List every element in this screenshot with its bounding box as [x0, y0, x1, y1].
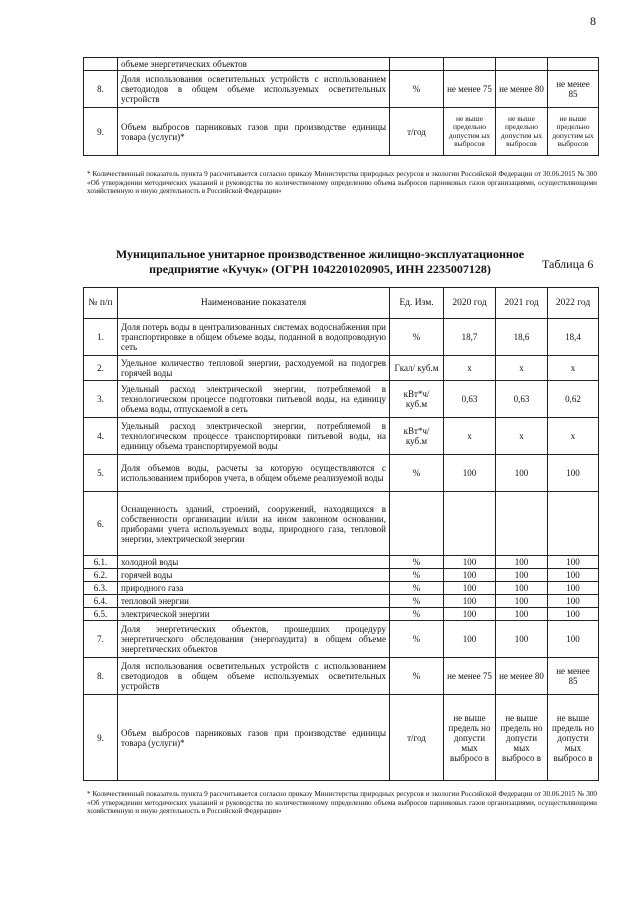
value-2022: 0,62: [548, 381, 599, 418]
indicator-name: Доля использования осветительных устройств с использованием светодиодов в общем объеме используемых осветительных устройств: [118, 71, 390, 108]
value-2022: 100: [548, 608, 599, 621]
value-2022: 18,4: [548, 319, 599, 356]
indicator-name: Доля потерь воды в централизованных системах водоснабжения при транспортировке в общем объеме воды, поданной в водопроводную сеть: [118, 319, 390, 356]
indicator-name: горячей воды: [118, 569, 390, 582]
indicator-name: тепловой энергии: [118, 595, 390, 608]
value-2021: не менее 80: [496, 658, 548, 695]
indicator-name: Доля использования осветительных устройств с использованием светодиодов в общем объеме используемых осветительных устройств: [118, 658, 390, 695]
row-number: 8.: [84, 71, 118, 108]
unit-cell: Гкал/ куб.м: [390, 356, 444, 381]
row-number: 1.: [84, 319, 118, 356]
table-row: [84, 658, 599, 695]
header-unit: Ед. Изм.: [390, 288, 444, 319]
indicator-name: Доля объемов воды, расчеты за которую осуществляются с использованием приборов учета, в общем объеме реализуемой воды: [118, 455, 390, 492]
table-row: [84, 381, 599, 418]
indicator-name: Удельный расход электрической энергии, потребляемой в технологическом процессе транспортировки питьевой воды, на единицу объема транспортируемой воды: [118, 418, 390, 455]
indicator-name: холодной воды: [118, 556, 390, 569]
table-row: [84, 582, 599, 595]
unit-cell: %: [390, 556, 444, 569]
table-row: [84, 492, 599, 556]
unit-cell: %: [390, 71, 444, 108]
footnote: * Количественный показатель пункта 9 рассчитывается согласно приказу Министерства природных ресурсов и экологии Российской Федерации от 30.06.2015 № 300 «Об утверждении методических указаний и руководства по количественному определению объема выбросов парниковых газов организациями, осуществляющими хозяйственную и иную деятельность в Российской Федерации»: [87, 790, 597, 815]
row-number: 3.: [84, 381, 118, 418]
unit-cell: [390, 58, 444, 71]
value-2021: 100: [496, 595, 548, 608]
value-2022: [548, 58, 599, 71]
row-number: 9.: [84, 695, 118, 781]
indicators-table: [83, 287, 599, 781]
table-row: [84, 418, 599, 455]
row-number: 4.: [84, 418, 118, 455]
row-number: 6.: [84, 492, 118, 556]
value-2020: х: [444, 356, 496, 381]
row-number: 6.5.: [84, 608, 118, 621]
row-number: 6.4.: [84, 595, 118, 608]
value-2022: 100: [548, 595, 599, 608]
row-number: 2.: [84, 356, 118, 381]
unit-cell: т/год: [390, 695, 444, 781]
value-2021: 100: [496, 569, 548, 582]
value-2020: 18,7: [444, 319, 496, 356]
value-2021: 0,63: [496, 381, 548, 418]
value-2022: 100: [548, 569, 599, 582]
row-number: 6.3.: [84, 582, 118, 595]
table-row: [84, 569, 599, 582]
row-number: 5.: [84, 455, 118, 492]
value-2021: 100: [496, 556, 548, 569]
table-row: [84, 319, 599, 356]
value-2020: 100: [444, 455, 496, 492]
continued-indicators-table: [83, 57, 599, 156]
value-2022: не выше предельно допустим ых выбросов: [548, 108, 599, 156]
indicator-name: Объем выбросов парниковых газов при производстве единицы товара (услуги)*: [118, 695, 390, 781]
value-2022: 100: [548, 582, 599, 595]
table-row: [84, 356, 599, 381]
value-2022: х: [548, 418, 599, 455]
value-2021: 100: [496, 582, 548, 595]
unit-cell: т/год: [390, 108, 444, 156]
header-2021: 2021 год: [496, 288, 548, 319]
value-2021: х: [496, 418, 548, 455]
value-2021: [496, 492, 548, 556]
value-2021: не выше предельно допустим ых выбросов: [496, 108, 548, 156]
value-2020: 100: [444, 608, 496, 621]
unit-cell: %: [390, 608, 444, 621]
indicator-name: Удельный расход электрической энергии, потребляемой в технологическом процессе подготовки питьевой воды, на единицу объема воды, отпускаемой в сеть: [118, 381, 390, 418]
value-2022: не менее 85: [548, 71, 599, 108]
indicator-name: объеме энергетических объектов: [118, 58, 390, 71]
value-2021: 100: [496, 608, 548, 621]
table-row: [84, 455, 599, 492]
table-row: [84, 608, 599, 621]
value-2020: не менее 75: [444, 658, 496, 695]
table-row: [84, 108, 599, 156]
value-2020: 100: [444, 595, 496, 608]
indicator-name: Удельное количество тепловой энергии, расходуемой на подогрев горячей воды: [118, 356, 390, 381]
table-row: [84, 621, 599, 658]
table-row: [84, 71, 599, 108]
unit-cell: %: [390, 319, 444, 356]
unit-cell: кВт*ч/ куб.м: [390, 381, 444, 418]
header-2022: 2022 год: [548, 288, 599, 319]
value-2022: не менее 85: [548, 658, 599, 695]
row-number: 8.: [84, 658, 118, 695]
unit-cell: %: [390, 569, 444, 582]
indicator-name: Оснащенность зданий, строений, сооружений, находящихся в собственности организации и/или на ином законном основании, приборами учета используемых воды, природного газа, тепловой энергии, электрической энергии: [118, 492, 390, 556]
value-2021: х: [496, 356, 548, 381]
indicator-name: Доля энергетических объектов, прошедших процедуру энергетического обследования (энергоаудита) в общем объеме энергетических объектов: [118, 621, 390, 658]
row-number: 6.2.: [84, 569, 118, 582]
value-2021: 100: [496, 621, 548, 658]
value-2021: не выше предель но допусти мых выбросо в: [496, 695, 548, 781]
value-2022: не выше предель но допусти мых выбросо в: [548, 695, 599, 781]
indicator-name: Объем выбросов парниковых газов при производстве единицы товара (услуги)*: [118, 108, 390, 156]
value-2020: 100: [444, 556, 496, 569]
footnote: * Количественный показатель пункта 9 рассчитывается согласно приказу Министерства природных ресурсов и экологии Российской Федерации от 30.06.2015 № 300 «Об утверждении методических указаний и руководства по количественному определению объема выбросов парниковых газов организациями, осуществляющими хозяйственную и иную деятельность в Российской Федерации»: [87, 170, 597, 195]
table-row: [84, 595, 599, 608]
value-2022: х: [548, 356, 599, 381]
row-number: 9.: [84, 108, 118, 156]
value-2020: не выше предель но допусти мых выбросо в: [444, 695, 496, 781]
page-number: 8: [590, 14, 596, 28]
unit-cell: кВт*ч/ куб.м: [390, 418, 444, 455]
value-2020: 0,63: [444, 381, 496, 418]
header-name: Наименование показателя: [118, 288, 390, 319]
value-2022: 100: [548, 621, 599, 658]
table-row: [84, 695, 599, 781]
value-2022: 100: [548, 455, 599, 492]
unit-cell: %: [390, 455, 444, 492]
value-2021: не менее 80: [496, 71, 548, 108]
indicator-name: природного газа: [118, 582, 390, 595]
unit-cell: %: [390, 658, 444, 695]
value-2020: [444, 492, 496, 556]
organization-title: Муниципальное унитарное производственное жилищно-эксплуатационное предприятие «Кучук» (ОГРН 1042201020905, ИНН 2235007128): [115, 247, 525, 276]
value-2020: 100: [444, 569, 496, 582]
unit-cell: %: [390, 621, 444, 658]
value-2020: не менее 75: [444, 71, 496, 108]
row-number: 7.: [84, 621, 118, 658]
value-2021: 18,6: [496, 319, 548, 356]
value-2020: х: [444, 418, 496, 455]
value-2020: 100: [444, 621, 496, 658]
value-2020: [444, 58, 496, 71]
value-2021: [496, 58, 548, 71]
table-row: [84, 556, 599, 569]
unit-cell: %: [390, 582, 444, 595]
value-2022: [548, 492, 599, 556]
table-label: Таблица 6: [542, 257, 594, 271]
value-2020: не выше предельно допустим ых выбросов: [444, 108, 496, 156]
unit-cell: %: [390, 595, 444, 608]
value-2021: 100: [496, 455, 548, 492]
value-2022: 100: [548, 556, 599, 569]
value-2020: 100: [444, 582, 496, 595]
header-num: № п/п: [84, 288, 118, 319]
indicator-name: электрической энергии: [118, 608, 390, 621]
table-header-row: [84, 288, 599, 319]
table-row: [84, 58, 599, 71]
unit-cell: [390, 492, 444, 556]
row-number: 6.1.: [84, 556, 118, 569]
row-number: [84, 58, 118, 71]
header-2020: 2020 год: [444, 288, 496, 319]
